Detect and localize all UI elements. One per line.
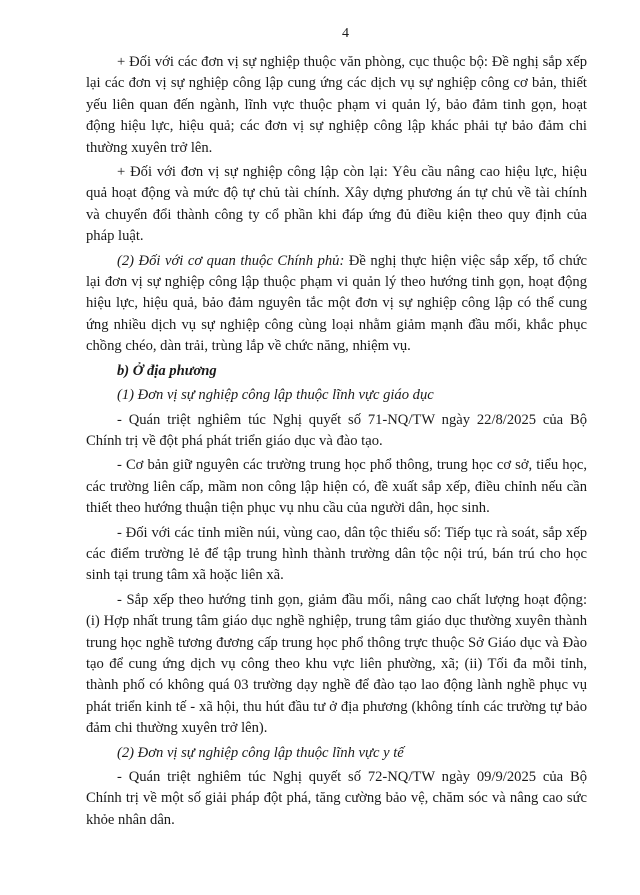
paragraph-mountain-provinces: - Đối với các tỉnh miền núi, vùng cao, dân tộc thiểu số: Tiếp tục rà soát, sắp xếp các điểm trường lẻ để tập trung hình thành trường dân tộc nội trú, bán trú cho học sinh tại trung tâm xã hoặc liên xã. — [86, 524, 587, 584]
paragraph-keep-schools: - Cơ bản giữ nguyên các trường trung học phổ thông, trung học cơ sở, tiểu học, các trường liên cấp, mầm non công lập hiện có, đề xuất sắp xếp, điều chỉnh nếu cần thiết theo hướng thuận tiện phục vụ nhu cầu của người dân, học sinh. — [86, 457, 587, 517]
paragraph-streamline-vocational: - Sắp xếp theo hướng tinh gọn, giảm đầu mối, nâng cao chất lượng hoạt động: (i) Hợp nhất trung tâm giáo dục nghề nghiệp, trung tâm giáo dục thường xuyên thành trung học nghề tương đương cấp trung học phổ thông trực thuộc Sở Giáo dục và Đào tạo để cung ứng dịch vụ công theo khu vực liên phường, xã; (ii) Tối đa mỗi tỉnh, thành phố có không quá 03 trường dạy nghề để đào tạo lao động lành nghề phục vụ phát triển kinh tế - xã hội, thu hút đầu tư ở địa phương (không tính các trường tự bảo đảm chi thường xuyên trở lên). — [86, 591, 587, 737]
section-heading-local: b) Ở địa phương — [117, 362, 217, 379]
paragraph-ministry-units: + Đối với các đơn vị sự nghiệp thuộc văn phòng, cục thuộc bộ: Đề nghị sắp xếp lại các đơn vị sự nghiệp công lập cung ứng các dịch vụ sự nghiệp công cơ bản, thiết yếu liên quan đến ngành, lĩnh vực thuộc phạm vi quản lý, bảo đảm tinh gọn, hoạt động hiệu lực, hiệu quả; các đơn vị sự nghiệp công lập khác phải tự bảo đảm chi thường xuyên trở lên. — [86, 54, 587, 156]
page-number: 4 — [342, 26, 349, 41]
paragraph-remaining-units: + Đối với đơn vị sự nghiệp công lập còn lại: Yêu cầu nâng cao hiệu lực, hiệu quả hoạt động và mức độ tự chủ tài chính. Xây dựng phương án tự chủ về tài chính và chuyển đổi thành công ty cổ phần khi đáp ứng đủ điều kiện theo quy định của pháp luật. — [86, 164, 587, 245]
government-agencies-text: Đề nghị thực hiện việc sắp xếp, tổ chức lại đơn vị sự nghiệp công lập thuộc phạm vi quản lý theo hướng tinh gọn, hoạt động hiệu lực, hiệu quả, bảo đảm nguyên tắc một đơn vị sự nghiệp công lập có thể cung ứng nhiều dịch vụ sự nghiệp công cùng loại nhằm giảm mạnh đầu mối, khắc phục chồng chéo, dàn trải, trùng lắp về chức năng, nhiệm vụ. — [86, 252, 588, 355]
paragraph-government-agencies — [86, 251, 587, 358]
subheading-health: (2) Đơn vị sự nghiệp công lập thuộc lĩnh vực y tế — [117, 744, 404, 761]
paragraph-resolution-72: - Quán triệt nghiêm túc Nghị quyết số 72-NQ/TW ngày 09/9/2025 của Bộ Chính trị về một số giải pháp đột phá, tăng cường bảo vệ, chăm sóc và nâng cao sức khỏe nhân dân. — [86, 769, 587, 828]
paragraph-resolution-71: - Quán triệt nghiêm túc Nghị quyết số 71-NQ/TW ngày 22/8/2025 của Bộ Chính trị về đột phá phát triển giáo dục và đào tạo. — [86, 411, 587, 449]
subheading-education: (1) Đơn vị sự nghiệp công lập thuộc lĩnh vực giáo dục — [117, 387, 434, 404]
government-agencies-lead: (2) Đối với cơ quan thuộc Chính phủ: — [117, 252, 345, 269]
